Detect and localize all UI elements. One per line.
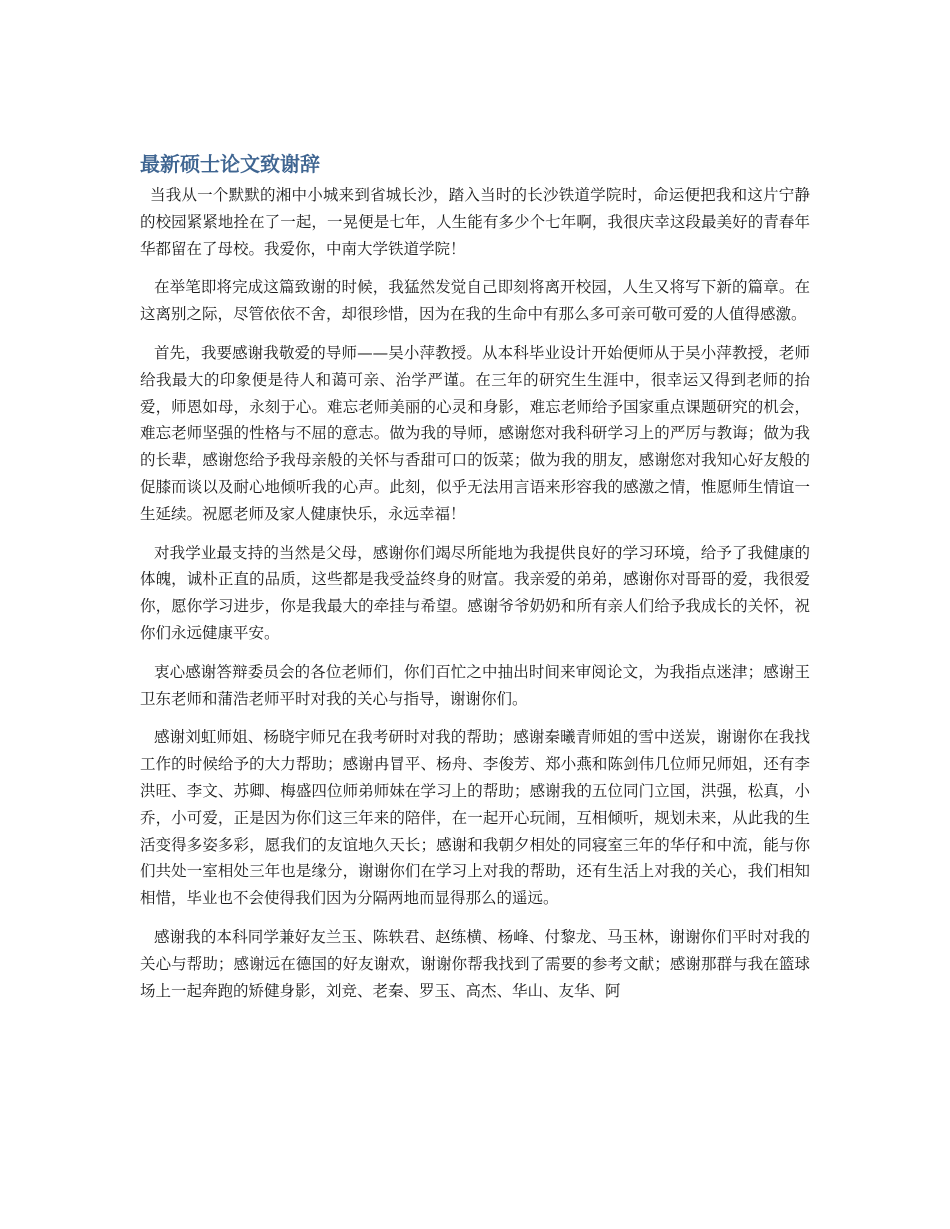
- paragraph-5: 衷心感谢答辩委员会的各位老师们，你们百忙之中抽出时间来审阅论文，为我指点迷津；感谢王卫东老师和蒲浩老师平时对我的关心与指导，谢谢你们。: [140, 662, 810, 708]
- paragraph-6: 感谢刘虹师姐、杨晓宇师兄在我考研时对我的帮助；感谢秦曦青师姐的雪中送炭，谢谢你在我找工作的时候给予的大力帮助；感谢冉冒平、杨舟、李俊芳、郑小燕和陈剑伟几位师兄师姐，还有李洪旺、李文、苏卿、梅盛四位师弟师妹在学习上的帮助；感谢我的五位同门立国，洪强，松真，小乔，小可爱，正是因为你们这三年来的陪伴，在一起开心玩闹，互相倾听，规划未来，从此我的生活变得多姿多彩，愿我们的友谊地久天长；感谢和我朝夕相处的同寝室三年的华仔和中流，能与你们共处一室相处三年也是缘分，谢谢你们在学习上对我的帮助，还有生活上对我的关心，我们相知相惜，毕业也不会使得我们因为分隔两地而显得那么的遥远。: [140, 728, 810, 908]
- paragraph-7: 感谢我的本科同学兼好友兰玉、陈轶君、赵练横、杨峰、付黎龙、马玉林，谢谢你们平时对我的关心与帮助；感谢远在德国的好友谢欢，谢谢你帮我找到了需要的参考文献；感谢那群与我在篮球场上一起奔跑的矫健身影，刘竞、老秦、罗玉、高杰、华山、友华、阿: [140, 927, 810, 1000]
- document-page: [140, 148, 810, 1016]
- paragraph-2: 在举笔即将完成这篇致谢的时候，我猛然发觉自己即刻将离开校园，人生又将写下新的篇章。在这离别之际，尽管依依不舍，却很珍惜，因为在我的生命中有那么多可亲可敬可爱的人值得感激。: [140, 278, 810, 324]
- document-title: 最新硕士论文致谢辞: [140, 152, 320, 176]
- paragraph-4: 对我学业最支持的当然是父母，感谢你们竭尽所能地为我提供良好的学习环境，给予了我健康的体魄，诚朴正直的品质，这些都是我受益终身的财富。我亲爱的弟弟，感谢你对哥哥的爱，我很爱你，愿你学习进步，你是我最大的牵挂与希望。感谢爷爷奶奶和所有亲人们给予我成长的关怀，祝你们永远健康平安。: [140, 543, 810, 642]
- paragraph-3: 首先，我要感谢我敬爱的导师——吴小萍教授。从本科毕业设计开始便师从于吴小萍教授，老师给我最大的印象便是待人和蔼可亲、治学严谨。在三年的研究生生涯中，很幸运又得到老师的抬爱，师恩如母，永刻于心。难忘老师美丽的心灵和身影，难忘老师给予国家重点课题研究的机会，难忘老师坚强的性格与不屈的意志。做为我的导师，感谢您对我科研学习上的严厉与教诲；做为我的长辈，感谢您给予我母亲般的关怀与香甜可口的饭菜；做为我的朋友，感谢您对我知心好友般的促膝而谈以及耐心地倾听我的心声。此刻，似乎无法用言语来形容我的感激之情，惟愿师生情谊一生延续。祝愿老师及家人健康快乐，永远幸福！: [140, 343, 810, 523]
- paragraph-1: 当我从一个默默的湘中小城来到省城长沙，踏入当时的长沙铁道学院时，命运便把我和这片宁静的校园紧紧地拴在了一起，一晃便是七年，人生能有多少个七年啊，我很庆幸这段最美好的青春年华都留在了母校。我爱你，中南大学铁道学院！: [140, 186, 810, 258]
